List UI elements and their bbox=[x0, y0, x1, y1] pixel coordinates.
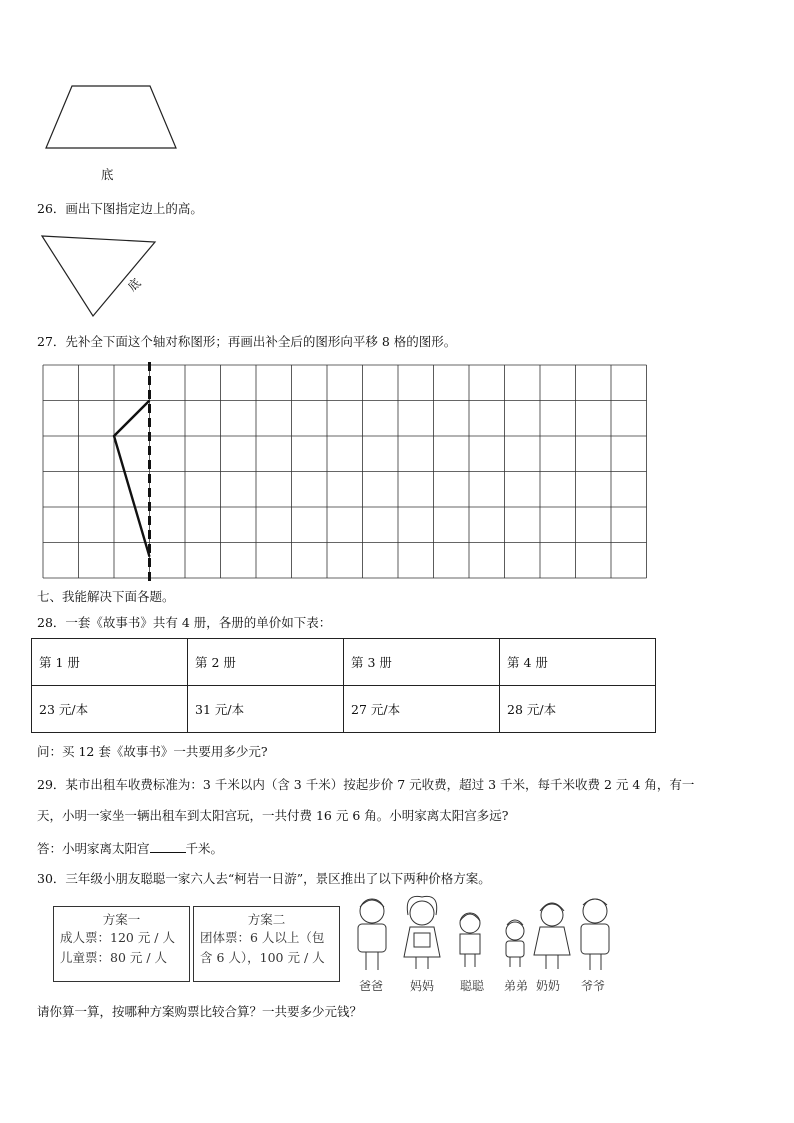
table-header-cell: 第 4 册 bbox=[500, 639, 656, 686]
half-figure bbox=[114, 401, 150, 557]
answer-blank[interactable] bbox=[150, 840, 186, 853]
family-illustration bbox=[350, 893, 620, 975]
answer-suffix: 千米。 bbox=[185, 841, 224, 856]
question-30-ask: 请你算一算，按哪种方案购票比较合算？一共要多少元钱？ bbox=[37, 1004, 363, 1019]
congcong-figure bbox=[460, 913, 480, 967]
plan-two-box bbox=[193, 906, 340, 982]
plan-two-title: 方案二 bbox=[247, 912, 286, 927]
brother-figure bbox=[506, 920, 524, 967]
table-header-cell: 第 1 册 bbox=[32, 639, 188, 686]
grandpa-figure bbox=[581, 899, 609, 970]
family-name-dad: 爸爸 bbox=[359, 979, 384, 993]
family-name-congcong: 聪聪 bbox=[460, 979, 485, 993]
family-name-brother: 弟弟 bbox=[504, 979, 529, 993]
table-header-cell: 第 3 册 bbox=[344, 639, 500, 686]
section-title: 七、我能解决下面各题。 bbox=[37, 589, 175, 604]
question-26: 26．画出下图指定边上的高。 bbox=[37, 201, 203, 216]
question-30: 30．三年级小朋友聪聪一家六人去“柯岩一日游”，景区推出了以下两种价格方案。 bbox=[37, 871, 491, 886]
dad-figure bbox=[358, 899, 386, 970]
grandma-figure bbox=[534, 903, 570, 969]
question-27: 27．先补全下面这个轴对称图形；再画出补全后的图形向平移 8 格的图形。 bbox=[37, 334, 457, 349]
question-29-line1: 29．某市出租车收费标准为：3 千米以内（含 3 千米）按起步价 7 元收费，超过 3 千米，每千米收费 2 元 4 角，有一 bbox=[37, 777, 695, 792]
table-cell: 31 元/本 bbox=[188, 686, 344, 733]
plan-one-box bbox=[53, 906, 190, 982]
plan-two-line2: 含 6 人），100 元 / 人 bbox=[200, 950, 325, 965]
family-name-mom: 妈妈 bbox=[410, 979, 435, 993]
plan-two-line1: 团体票：6 人以上（包 bbox=[200, 930, 325, 945]
plan-one-line2: 儿童票：80 元 / 人 bbox=[60, 950, 168, 965]
question-29-line2: 天，小明一家坐一辆出租车到太阳宫玩，一共付费 16 元 6 角。小明家离太阳宫多远? bbox=[37, 808, 509, 823]
family-name-grandma: 奶奶 bbox=[536, 979, 561, 993]
question-28: 28．一套《故事书》共有 4 册，各册的单价如下表： bbox=[37, 615, 332, 630]
table-cell: 23 元/本 bbox=[32, 686, 188, 733]
family-name-grandpa: 爷爷 bbox=[581, 979, 606, 993]
symmetry-grid[interactable] bbox=[40, 362, 650, 582]
table-cell: 28 元/本 bbox=[500, 686, 656, 733]
plan-one-line1: 成人票：120 元 / 人 bbox=[60, 930, 175, 945]
mom-figure bbox=[404, 896, 440, 969]
table-row bbox=[32, 639, 656, 686]
answer-prefix: 答：小明家离太阳宫 bbox=[37, 841, 150, 856]
triangle-base-label: 底 bbox=[125, 275, 144, 295]
table-cell: 27 元/本 bbox=[344, 686, 500, 733]
table-header-cell: 第 2 册 bbox=[188, 639, 344, 686]
trapezoid-figure bbox=[40, 82, 185, 154]
plan-one-title: 方案一 bbox=[102, 912, 141, 927]
price-table bbox=[31, 638, 656, 733]
question-29-answer bbox=[37, 840, 223, 857]
question-28-ask: 问：买 12 套《故事书》一共要用多少元? bbox=[37, 744, 268, 759]
table-row bbox=[32, 686, 656, 733]
trapezoid-base-label: 底 bbox=[101, 167, 114, 182]
triangle-figure bbox=[38, 232, 163, 322]
